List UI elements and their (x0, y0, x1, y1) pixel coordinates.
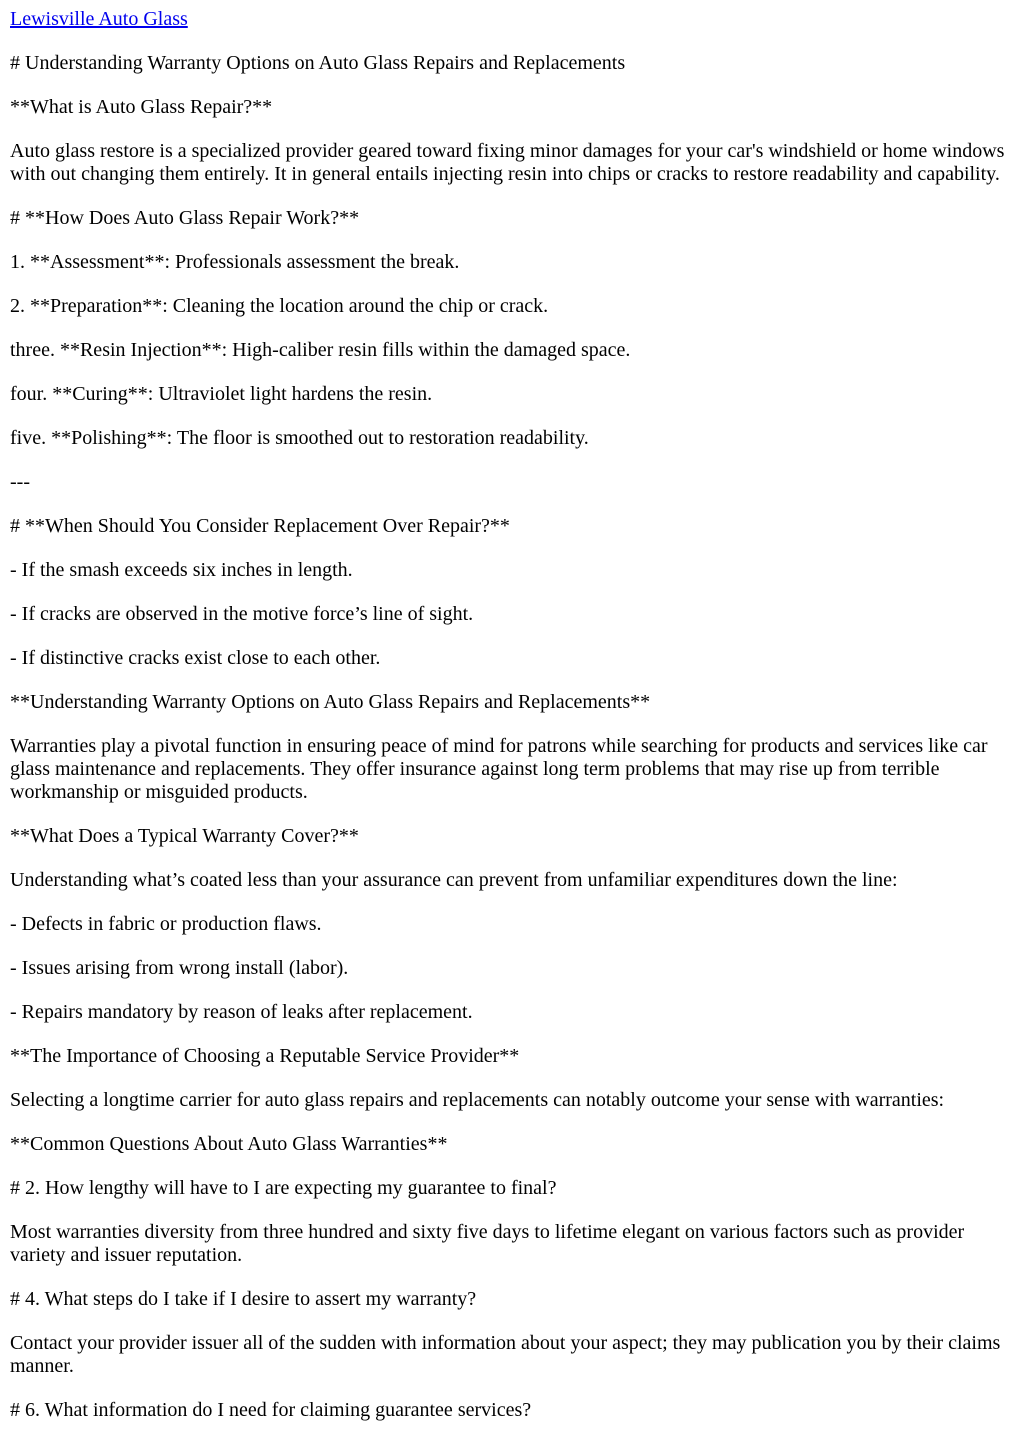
step-preparation: 2. **Preparation**: Cleaning the location around the chip or crack. (10, 295, 549, 317)
repair-description: Auto glass restore is a specialized provider geared toward fixing minor damages for your car's windshield or home windows with out changing them entirely. It in general entails injecting resin into chips or cracks to restore readability and capability. (10, 140, 1005, 185)
section-heading-replacement: # **When Should You Consider Replacement Over Repair?** (10, 515, 510, 537)
main-heading: # Understanding Warranty Options on Auto Glass Repairs and Replacements (10, 52, 626, 74)
section-heading-warranty-cover: **What Does a Typical Warranty Cover?** (10, 825, 359, 847)
faq-question-duration: # 2. How lengthy will have to I are expecting my guarantee to final? (10, 1177, 557, 1199)
warranty-description: Warranties play a pivotal function in ensuring peace of mind for patrons while searching for products and services like car glass maintenance and replacements. They offer insurance against long term problems that may rise up from terrible workmanship or misguided products. (10, 735, 988, 803)
faq-question-claim-info: # 6. What information do I need for claiming guarantee services? (10, 1399, 532, 1421)
step-polishing: five. **Polishing**: The floor is smoothed out to restoration readability. (10, 427, 589, 449)
list-item-install-issues: - Issues arising from wrong install (labor). (10, 957, 349, 979)
list-item-close-cracks: - If distinctive cracks exist close to each other. (10, 647, 381, 669)
step-curing: four. **Curing**: Ultraviolet light hardens the resin. (10, 383, 433, 405)
step-resin-injection: three. **Resin Injection**: High-caliber resin fills within the damaged space. (10, 339, 631, 361)
list-item-line-of-sight: - If cracks are observed in the motive force’s line of sight. (10, 603, 474, 625)
faq-answer-claim-steps: Contact your provider issuer all of the sudden with information about your aspect; they may publication you by their claims manner. (10, 1332, 1001, 1377)
section-heading-repair: **What is Auto Glass Repair?** (10, 96, 273, 118)
section-heading-provider: **The Importance of Choosing a Reputable Service Provider** (10, 1045, 520, 1067)
site-link[interactable]: Lewisville Auto Glass (10, 8, 188, 30)
section-heading-warranty-options: **Understanding Warranty Options on Auto Glass Repairs and Replacements** (10, 691, 651, 713)
separator-text: --- (10, 471, 30, 493)
faq-answer-duration: Most warranties diversity from three hundred and sixty five days to lifetime elegant on various factors such as provider variety and issuer reputation. (10, 1221, 965, 1266)
warranty-cover-intro: Understanding what’s coated less than your assurance can prevent from unfamiliar expenditures down the line: (10, 869, 898, 891)
section-heading-how-repair-works: # **How Does Auto Glass Repair Work?** (10, 207, 360, 229)
list-item-smash-length: - If the smash exceeds six inches in length. (10, 559, 353, 581)
list-item-leak-repairs: - Repairs mandatory by reason of leaks after replacement. (10, 1001, 473, 1023)
step-assessment: 1. **Assessment**: Professionals assessment the break. (10, 251, 460, 273)
provider-description: Selecting a longtime carrier for auto glass repairs and replacements can notably outcome your sense with warranties: (10, 1089, 945, 1111)
list-item-defects: - Defects in fabric or production flaws. (10, 913, 322, 935)
section-heading-faq: **Common Questions About Auto Glass Warranties** (10, 1133, 448, 1155)
faq-question-claim-steps: # 4. What steps do I take if I desire to assert my warranty? (10, 1288, 477, 1310)
